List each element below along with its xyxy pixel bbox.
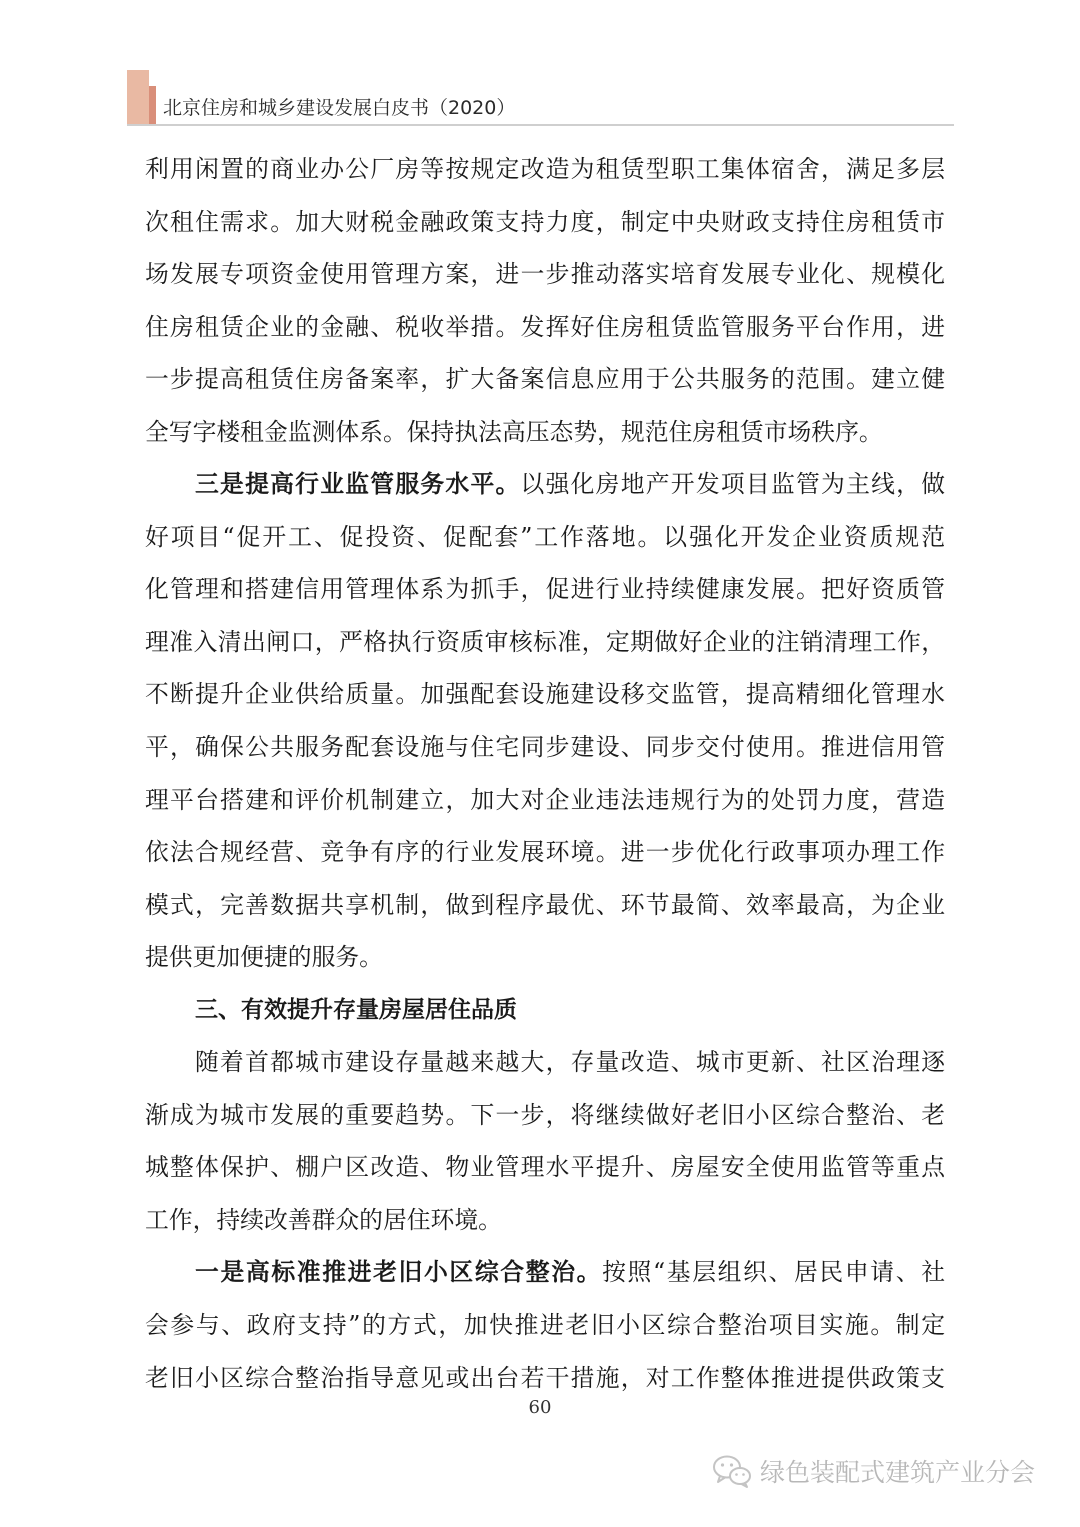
bold-lead-text: 一是高标准推进老旧小区综合整治。 xyxy=(195,1258,603,1287)
body-text xyxy=(145,143,945,1404)
watermark-text: 绿色装配式建筑产业分会 xyxy=(760,1458,1036,1487)
body-line: 理准入清出闸口，严格执行资质审核标准，定期做好企业的注销清理工作， xyxy=(145,627,945,656)
body-line: 平，确保公共服务配套设施与住宅同步建设、同步交付使用。推进信用管 xyxy=(145,733,945,762)
body-line: 利用闲置的商业办公厂房等按规定改造为租赁型职工集体宿舍，满足多层 xyxy=(145,155,945,183)
header-accent-bar xyxy=(127,70,149,125)
body-line: 场发展专项资金使用管理方案，进一步推动落实培育发展专业化、规模化 xyxy=(145,260,945,289)
page-number: 60 xyxy=(528,1397,552,1418)
body-line: 随着首都城市建设存量越来越大，存量改造、城市更新、社区治理逐 xyxy=(195,1048,945,1077)
body-line: 提供更加便捷的服务。 xyxy=(145,943,383,972)
body-line: 依法合规经营、竞争有序的行业发展环境。进一步优化行政事项办理工作 xyxy=(145,838,945,867)
body-line: 模式，完善数据共享机制，做到程序最优、环节最简、效率最高，为企业 xyxy=(145,890,945,919)
body-line: 次租住需求。加大财税金融政策支持力度，制定中央财政支持住房租赁市 xyxy=(145,207,945,236)
header-accent-bar-inner xyxy=(149,86,156,125)
body-line: 全写字楼租金监测体系。保持执法高压态势，规范住房租赁市场秩序。 xyxy=(145,417,883,446)
body-line: 城整体保护、棚户区改造、物业管理水平提升、房屋安全使用监管等重点 xyxy=(145,1153,945,1182)
body-line: 好项目“促开工、促投资、促配套”工作落地。以强化开发企业资质规范 xyxy=(145,522,945,551)
body-line-lead xyxy=(145,458,945,511)
body-line: 工作，持续改善群众的居住环境。 xyxy=(145,1205,502,1234)
wechat-icon xyxy=(712,1453,752,1489)
source-watermark xyxy=(712,1453,1035,1489)
bold-lead-text: 三是提高行业监管服务水平。 xyxy=(195,470,521,499)
body-line: 住房租赁企业的金融、税收举措。发挥好住房租赁监管服务平台作用，进 xyxy=(145,312,945,341)
header-divider xyxy=(127,124,954,126)
body-line: 不断提升企业供给质量。加强配套设施建设移交监管，提高精细化管理水 xyxy=(145,680,945,709)
lead-rest-text: 以强化房地产开发项目监管为主线，做 xyxy=(520,470,945,499)
body-line: 一步提高租赁住房备案率，扩大备案信息应用于公共服务的范围。建立健 xyxy=(145,365,945,394)
body-line: 老旧小区综合整治指导意见或出台若干措施，对工作整体推进提供政策支 xyxy=(145,1363,945,1392)
body-line: 渐成为城市发展的重要趋势。下一步，将继续做好老旧小区综合整治、老 xyxy=(145,1100,945,1129)
section-heading: 三、有效提升存量房屋居住品质 xyxy=(195,996,517,1023)
body-line-lead xyxy=(145,1246,945,1299)
lead-rest-text: 按照“基层组织、居民申请、社 xyxy=(602,1258,945,1287)
body-line: 化管理和搭建信用管理体系为抓手，促进行业持续健康发展。把好资质管 xyxy=(145,575,945,604)
document-header-title: 北京住房和城乡建设发展白皮书（2020） xyxy=(163,97,516,119)
body-line: 理平台搭建和评价机制建立，加大对企业违法违规行为的处罚力度，营造 xyxy=(145,785,945,814)
body-line: 会参与、政府支持”的方式，加快推进老旧小区综合整治项目实施。制定 xyxy=(145,1311,945,1340)
